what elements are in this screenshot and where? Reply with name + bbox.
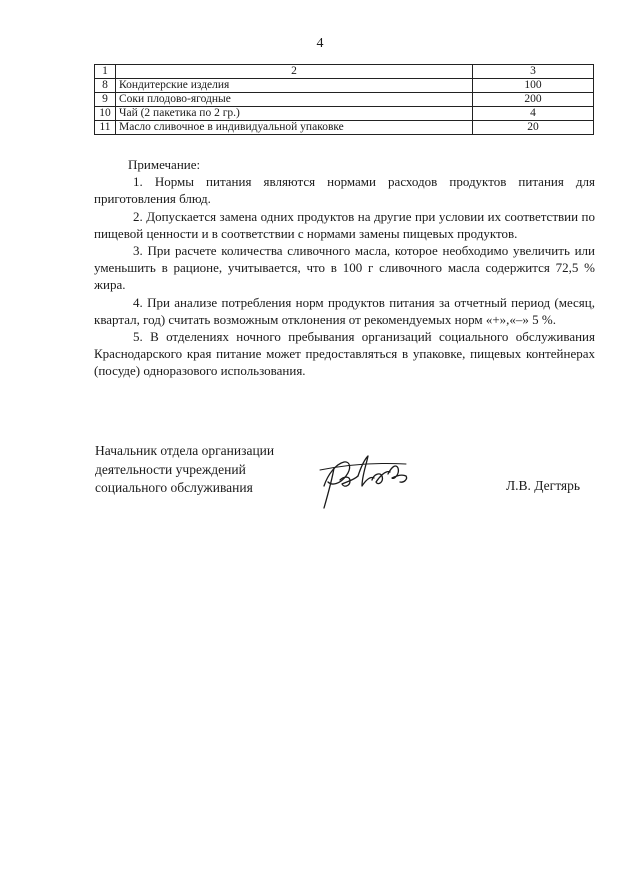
header-cell-number: 1 <box>95 65 116 79</box>
row-number: 8 <box>95 79 116 93</box>
row-number: 11 <box>95 121 116 135</box>
table-row <box>95 107 594 121</box>
row-number: 10 <box>95 107 116 121</box>
note-item-5: 5. В отделениях ночного пребывания организаций социального обслуживания Краснодарского края питание может предоставляться в упаковке, пищевых контейнерах (посуде) одноразового использования. <box>94 329 595 379</box>
note-item-4: 4. При анализе потребления норм продуктов питания за отчетный период (месяц, квартал, год) считать возможным отклонения от рекомендуемых норм «+»,«–» 5 %. <box>94 294 595 327</box>
signer-name: Л.В. Дегтярь <box>506 478 581 493</box>
table-row <box>95 121 594 135</box>
row-value: 4 <box>473 107 594 121</box>
row-value: 20 <box>473 121 594 135</box>
note-item-1: 1. Нормы питания являются нормами расходов продуктов питания для приготовления блюд. <box>94 174 595 207</box>
notes-section <box>94 156 595 380</box>
row-product-name: Масло сливочное в индивидуальной упаковке <box>116 121 473 135</box>
position-line: деятельности учреждений <box>95 461 246 477</box>
note-item-2: 2. Допускается замена одних продуктов на другие при условии их соответствии по пищевой ценности и в соответствии с нормами замены пищевых продуктов. <box>94 208 595 241</box>
row-product-name: Чай (2 пакетика по 2 гр.) <box>116 107 473 121</box>
header-cell-value: 3 <box>473 65 594 79</box>
table-row <box>95 79 594 93</box>
row-number: 9 <box>95 93 116 107</box>
handwritten-signature <box>310 446 420 516</box>
page-number: 4 <box>316 36 324 51</box>
norms-table <box>94 64 594 135</box>
table-header-row <box>95 65 594 79</box>
table-row <box>95 93 594 107</box>
header-cell-name: 2 <box>116 65 473 79</box>
row-product-name: Соки плодово-ягодные <box>116 93 473 107</box>
note-item-3: 3. При расчете количества сливочного масла, которое необходимо увеличить или уменьшить в рационе, учитывается, что в 100 г сливочного масла содержится 72,5 % жира. <box>94 243 595 293</box>
position-line: социального обслуживания <box>95 480 253 495</box>
row-product-name: Кондитерские изделия <box>116 79 473 93</box>
signatory-position <box>95 442 325 498</box>
row-value: 200 <box>473 93 594 107</box>
notes-title: Примечание: <box>128 157 201 172</box>
row-value: 100 <box>473 79 594 93</box>
position-line: Начальник отдела организации <box>95 443 275 458</box>
